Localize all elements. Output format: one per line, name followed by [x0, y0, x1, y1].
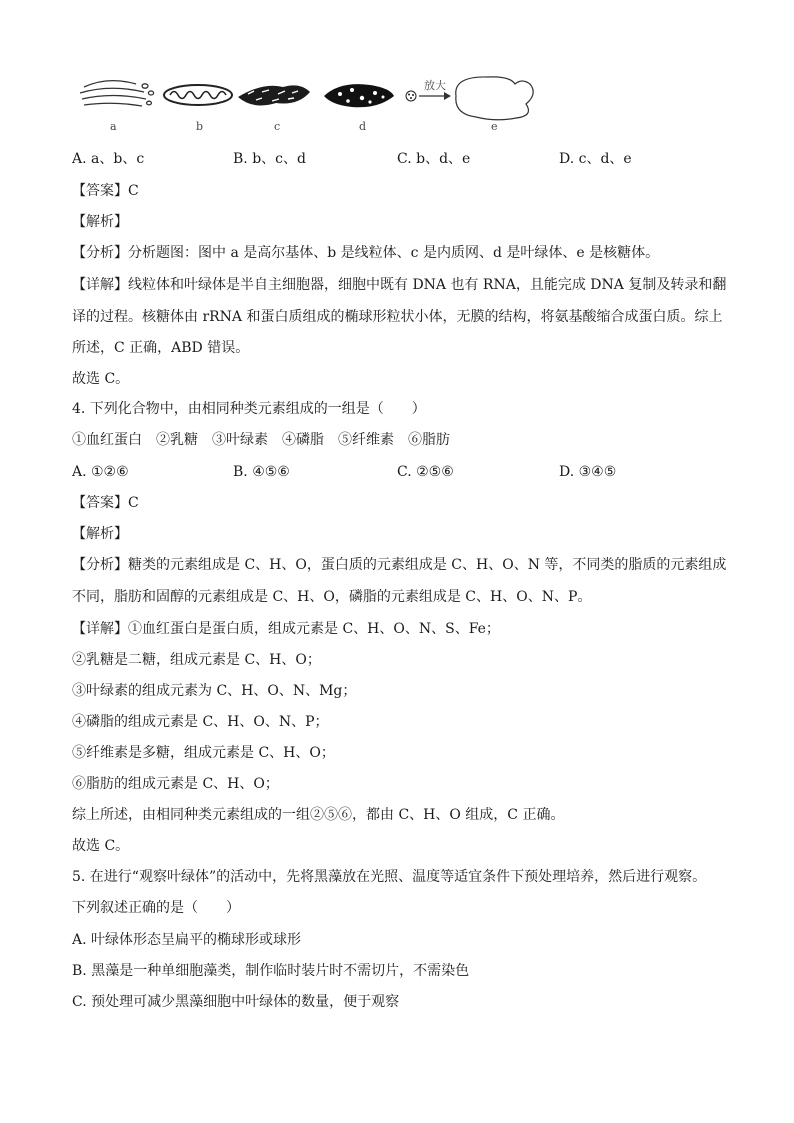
q4-option-b: B. ④⑤⑥ — [233, 464, 290, 480]
q3-detail-line-2: 译的过程。核糖体由 rRNA 和蛋白质组成的椭球形粒状小体，无膜的结构，将氨基酸缩合成蛋白质。综上 — [72, 309, 723, 325]
chloroplast-sketch — [324, 84, 394, 107]
q4-options — [72, 462, 732, 482]
magnify-arrow — [419, 92, 451, 100]
q3-detail-line-1: 【详解】线粒体和叶绿体是半自主细胞器，细胞中既有 DNA 也有 RNA，且能完成 DNA 复制及转录和翻 — [72, 277, 727, 293]
q5-option-a: A. 叶绿体形态呈扁平的椭球形或球形 — [72, 932, 302, 948]
q4-detail-line-4: ④磷脂的组成元素是 C、H、O、N、P； — [72, 714, 329, 730]
q3-conclusion: 故选 C。 — [72, 371, 130, 387]
q4-detail-line-2: ②乳糖是二糖，组成元素是 C、H、O； — [72, 652, 321, 668]
er-sketch — [238, 85, 310, 105]
figure-label-a: a — [110, 120, 117, 133]
figure-label-c: c — [274, 120, 281, 133]
q4-conclusion: 故选 C。 — [72, 838, 130, 854]
organelle-figure — [78, 72, 538, 134]
q4-detail-line-6: ⑥脂肪的组成元素是 C、H、O； — [72, 776, 279, 792]
q5-option-c: C. 预处理可减少黑藻细胞中叶绿体的数量，便于观察 — [72, 994, 400, 1010]
q3-option-a: A. a、b、c — [72, 151, 145, 167]
mitochondrion-sketch — [164, 85, 232, 105]
q5-stem-line-2: 下列叙述正确的是（ ） — [72, 900, 240, 916]
q4-fenxi-line-1: 【分析】糖类的元素组成是 C、H、O，蛋白质的元素组成是 C、H、O、N 等，不同类的脂质的元素组成 — [72, 557, 727, 573]
ribosome-small-sketch — [406, 91, 416, 101]
q4-stem: 4. 下列化合物中，由相同种类元素组成的一组是（ ） — [72, 401, 426, 417]
q3-options — [72, 149, 732, 169]
q4-analysis-heading: 【解析】 — [72, 526, 128, 542]
q4-option-a: A. ①②⑥ — [72, 464, 129, 480]
q3-answer: 【答案】C — [72, 183, 139, 199]
q3-analysis-fenxi: 【分析】分析题图：图中 a 是高尔基体、b 是线粒体、c 是内质网、d 是叶绿体、e 是核糖体。 — [72, 245, 660, 261]
magnify-label: 放大 — [424, 79, 446, 92]
golgi-sketch — [80, 81, 154, 106]
q5-option-b: B. 黑藻是一种单细胞藻类，制作临时装片时不需切片，不需染色 — [72, 963, 470, 979]
q4-answer: 【答案】C — [72, 495, 139, 511]
q3-option-d: D. c、d、e — [559, 151, 632, 167]
q3-analysis-heading: 【解析】 — [72, 214, 128, 230]
figure-label-e: e — [491, 120, 498, 133]
ribosome-large-sketch — [456, 77, 533, 120]
q4-option-c: C. ②⑤⑥ — [397, 464, 454, 480]
q4-fenxi-line-2: 不同，脂肪和固醇的元素组成是 C、H、O，磷脂的元素组成是 C、H、O、N、P。 — [72, 589, 592, 605]
q3-detail-line-3: 所述，C 正确，ABD 错误。 — [72, 340, 250, 356]
q4-detail-line-3: ③叶绿素的组成元素为 C、H、O、N、Mg； — [72, 683, 357, 699]
q4-items: ①血红蛋白 ②乳糖 ③叶绿素 ④磷脂 ⑤纤维素 ⑥脂肪 — [72, 432, 450, 448]
q3-option-b: B. b、c、d — [233, 151, 306, 167]
q4-detail-line-1: 【详解】①血红蛋白是蛋白质，组成元素是 C、H、O、N、S、Fe； — [72, 621, 500, 637]
figure-label-d: d — [359, 120, 367, 133]
figure-label-b: b — [196, 120, 204, 133]
q5-stem-line-1: 5. 在进行“观察叶绿体”的活动中，先将黑藻放在光照、温度等适宜条件下预处理培养，然后进行观察。 — [72, 869, 707, 885]
q3-option-c: C. b、d、e — [397, 151, 471, 167]
q4-option-d: D. ③④⑤ — [559, 464, 617, 480]
q4-detail-line-5: ⑤纤维素是多糖，组成元素是 C、H、O； — [72, 745, 335, 761]
q4-detail-summary: 综上所述，由相同种类元素组成的一组②⑤⑥，都由 C、H、O 组成，C 正确。 — [72, 807, 565, 823]
